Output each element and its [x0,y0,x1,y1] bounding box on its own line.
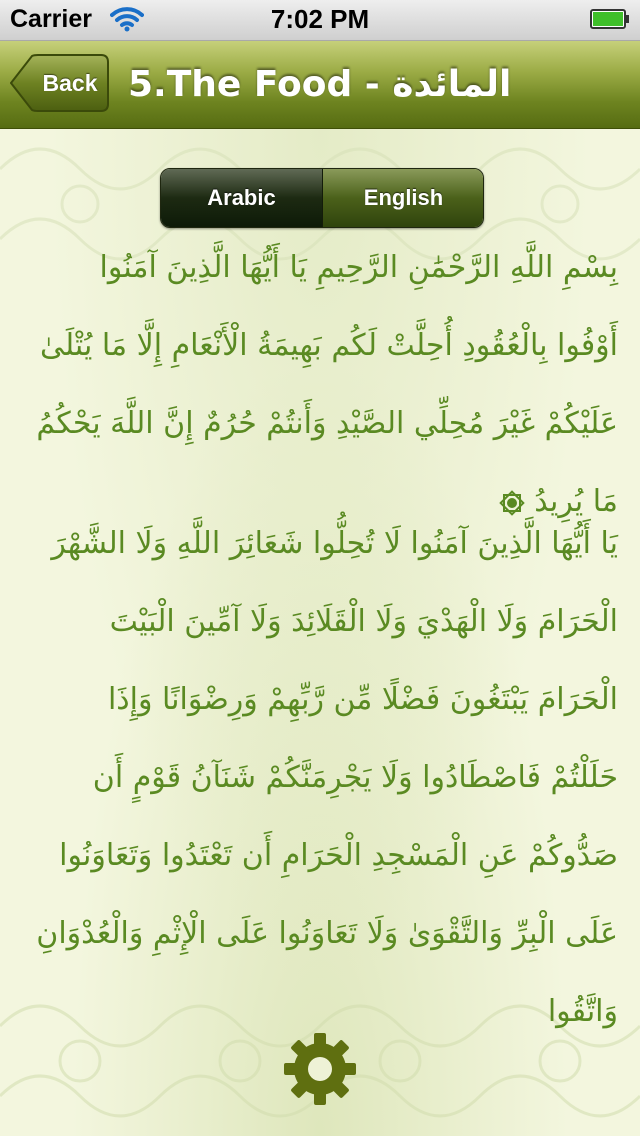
tab-english[interactable]: English [322,169,484,227]
verse-1-text: بِسْمِ اللَّهِ الرَّحْمَٰنِ الرَّحِيمِ يَا أَيُّهَا الَّذِينَ آمَنُوا أَوْفُوا بِالْعُقُودِ أُحِلَّتْ لَكُم بَهِيمَةُ الْأَنْعَامِ إِلَّا مَا يُتْلَىٰ عَلَيْكُمْ غَيْرَ مُحِلِّي الصَّيْدِ وَأَنتُمْ حُرُمٌ إِنَّ اللَّهَ يَحْكُمُ مَا يُرِيدُ [36,250,618,519]
verse-2-text: يَا أَيُّهَا الَّذِينَ آمَنُوا لَا تُحِلُّوا شَعَائِرَ اللَّهِ وَلَا الشَّهْرَ الْحَرَامَ وَلَا الْهَدْيَ وَلَا الْقَلَائِدَ وَلَا آمِّينَ الْبَيْتَ الْحَرَامَ يَبْتَغُونَ فَضْلًا مِّن رَّبِّهِمْ وَرِضْوَانًا وَإِذَا حَلَلْتُمْ فَاصْطَادُوا وَلَا يَجْرِمَنَّكُمْ شَنَآنُ قَوْمٍ أَن صَدُّوكُمْ عَنِ الْمَسْجِدِ الْحَرَامِ أَن تَعْتَدُوا وَتَعَاوَنُوا عَلَى الْبِرِّ وَالتَّقْوَىٰ وَلَا تَعَاوَنُوا عَلَى الْإِثْمِ وَالْعُدْوَانِ وَاتَّقُوا [36,526,618,1029]
back-button[interactable] [10,54,109,112]
gear-icon[interactable] [282,1031,358,1107]
tab-arabic[interactable]: Arabic [161,169,322,227]
navigation-bar [0,41,640,129]
verse-2 [36,505,618,1051]
page-title: 5.The Food - المائدة [128,64,512,105]
battery-icon [590,9,630,29]
content-area [0,129,640,1136]
back-button-label: Back [42,70,98,96]
clock: 7:02 PM [270,4,370,34]
status-bar [0,0,640,41]
verse-1 [36,229,618,541]
language-toggle [160,168,484,228]
carrier-label: Carrier [10,5,92,33]
